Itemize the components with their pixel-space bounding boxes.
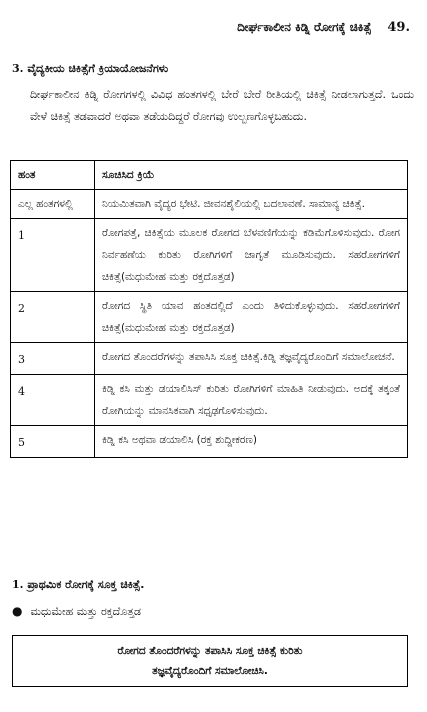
stage-cell: ಎಲ್ಲ ಹಂತಗಳಲ್ಲಿ xyxy=(11,190,95,219)
stage-cell: 1 xyxy=(11,219,95,292)
subsection-title: ಪ್ರಾಥಮಿಕ ರೋಗಕ್ಕೆ ಸೂಕ್ತ ಚಿಕಿತ್ಸೆ. xyxy=(27,578,145,591)
section-number: 3. xyxy=(12,62,24,75)
section-heading xyxy=(12,62,168,76)
bullet-text: ಮಧುಮೇಹ ಮತ್ತು ರಕ್ತದೊತ್ತಡ xyxy=(30,605,141,618)
action-cell: ಕಿಡ್ನಿ ಕಸಿ ಮತ್ತು ಡಯಾಲಿಸಿಸ್ ಕುರಿತು ರೋಗಿಗಳಿಗೆ ಮಾಹಿತಿ ನೀಡುವುದು. ಅದಕ್ಕೆ ತಕ್ಕಂತೆ ರೋಗಿಯನ್ನು ಮಾನಸಿಕವಾಗಿ ಸಧೃಢಗೊಳಿಸುವುದು. xyxy=(95,375,408,426)
subsection-number: 1. xyxy=(12,578,24,591)
page-number: 49. xyxy=(387,20,410,35)
page-header xyxy=(0,20,410,35)
table-row xyxy=(11,426,408,458)
table-row xyxy=(11,343,408,375)
callout-line-1: ರೋಗದ ತೊಂದರೆಗಳನ್ನು ತಪಾಸಿಸಿ ಸೂಕ್ತ ಚಿಕಿತ್ಸೆ ಕುರಿತು xyxy=(117,645,303,657)
table-header-row xyxy=(11,161,408,190)
table-row xyxy=(11,292,408,343)
running-title: ದೀರ್ಘಕಾಲೀನ ಕಿಡ್ನಿ ರೋಗಕ್ಕೆ ಚಿಕಿತ್ಸೆ xyxy=(237,20,372,34)
table-row xyxy=(11,219,408,292)
stage-cell: 5 xyxy=(11,426,95,458)
section-title: ವೈದ್ಯಕೀಯ ಚಿಕಿತ್ಸೆಗೆ ಕ್ರಿಯಾಯೋಜನೆಗಳು xyxy=(27,62,169,75)
stage-cell: 2 xyxy=(11,292,95,343)
table-row xyxy=(11,375,408,426)
action-cell: ರೋಗದ ಸ್ಥಿತಿ ಯಾವ ಹಂತದಲ್ಲಿದೆ ಎಂದು ತಿಳಿದುಕೊಳ್ಳುವುದು. ಸಹರೋಗಗಳಿಗೆ ಚಿಕಿತ್ಸೆ(ಮಧುಮೇಹ ಮತ್ತು ರಕ್ತದೊತ್ತಡ) xyxy=(95,292,408,343)
stage-cell: 4 xyxy=(11,375,95,426)
action-cell: ರೋಗದ ತೊಂದರೆಗಳನ್ನು ತಪಾಸಿಸಿ ಸೂಕ್ತ ಚಿಕಿತ್ಸೆ.ಕಿಡ್ನಿ ತಜ್ಞವೈದ್ಯರೊಂದಿಗೆ ಸಮಾಲೋಚನೆ. xyxy=(95,343,408,375)
subsection-heading xyxy=(12,578,144,592)
action-cell: ಕಿಡ್ನಿ ಕಸಿ ಅಥವಾ ಡಯಾಲಿಸಿ (ರಕ್ತ ಶುದ್ದೀಕರಣ) xyxy=(95,426,408,458)
action-cell: ನಿಯಮಿತವಾಗಿ ವೈದ್ಯರ ಭೇಟಿ. ಜೀವನಶೈಲಿಯಲ್ಲಿ ಬದಲಾವಣೆ. ಸಾಮಾನ್ಯ ಚಿಕಿತ್ಸೆ. xyxy=(95,190,408,219)
table-row xyxy=(11,190,408,219)
callout-line-2: ತಜ್ಞವೈದ್ಯರೊಂದಿಗೆ ಸಮಾಲೋಚಿಸಿ. xyxy=(152,665,268,677)
header-stage: ಹಂತ xyxy=(11,161,95,190)
callout-box xyxy=(12,635,408,687)
stage-cell: 3 xyxy=(11,343,95,375)
treatment-plan-table xyxy=(10,160,408,458)
bullet-icon: ● xyxy=(12,604,23,618)
header-action: ಸೂಚಿಸಿದ ಕ್ರಿಯೆ xyxy=(95,161,408,190)
bullet-item xyxy=(12,604,141,619)
intro-paragraph: ದೀರ್ಘಕಾಲೀನ ಕಿಡ್ನಿ ರೋಗಗಳಲ್ಲಿ ವಿವಿಧ ಹಂತಗಳಲ್ಲಿ ಬೇರೆ ಬೇರೆ ರೀತಿಯಲ್ಲಿ ಚಿಕಿತ್ಸೆ ನೀಡಲಾಗುತ್ತದೆ. ಒಂದು ವೇಳೆ ಚಿಕಿತ್ಸೆ ತಡವಾದರೆ ಅಥವಾ ತಡೆಯದಿದ್ದರೆ ರೋಗವು ಉಲ್ಬಣಗೊಳ್ಳಬಹುದು. xyxy=(30,88,414,123)
action-cell: ರೋಗಪತ್ತೆ, ಚಿಕಿತ್ಸೆಯ ಮೂಲಕ ರೋಗದ ಬೆಳವಣಿಗೆಯನ್ನು ಕಡಿಮೆಗೊಳಿಸುವುದು. ರೋಗ ನಿರ್ವಹಣೆಯ ಕುರಿತು ರೋಗಿಗಳಿಗೆ ಜಾಗೃತೆ ಮೂಡಿಸುವುದು. ಸಹರೋಗಗಳಿಗೆ ಚಿಕಿತ್ಸೆ(ಮಧುಮೇಹ ಮತ್ತು ರಕ್ತದೊತ್ತಡ) xyxy=(95,219,408,292)
